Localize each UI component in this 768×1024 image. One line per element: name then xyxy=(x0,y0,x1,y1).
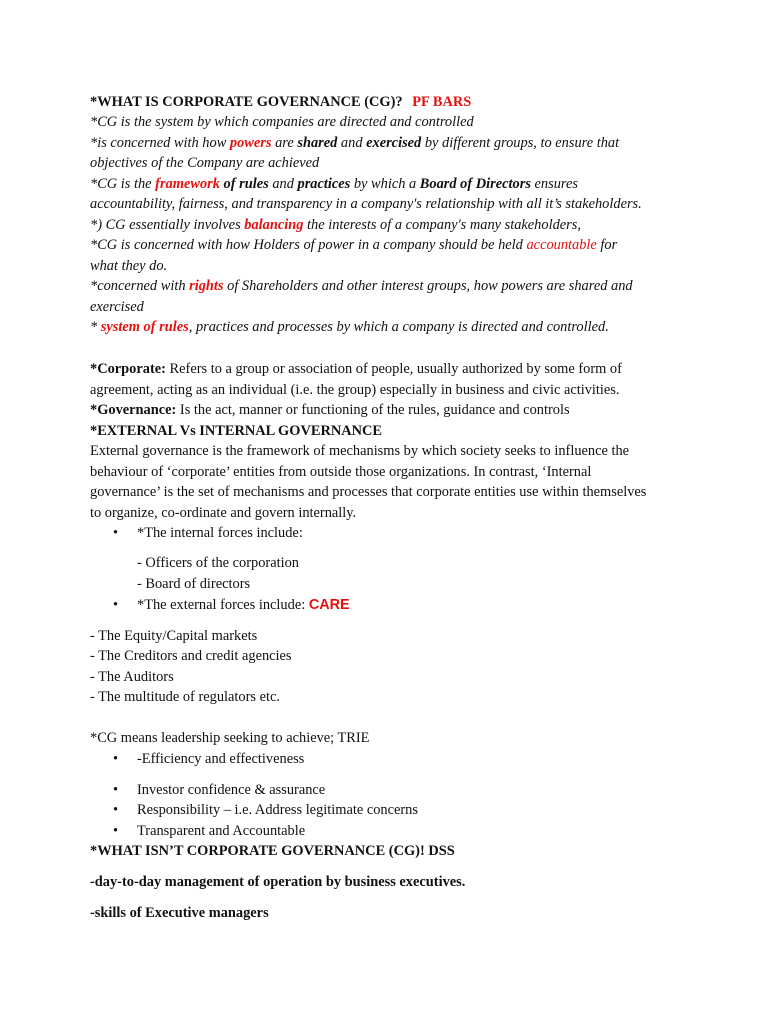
text-run: Is the act, manner or functioning of the rules, guidance and controls xyxy=(176,402,570,418)
definition-corporate-cont: agreement, acting as an individual (i.e. the group) especially in business and civic activities. xyxy=(90,382,620,398)
text-run: ensures xyxy=(530,176,578,192)
text-run: * xyxy=(90,319,101,335)
internal-forces-label: *The internal forces include: xyxy=(137,525,303,541)
text-run: *is concerned with how xyxy=(90,135,230,151)
cg-line-2 xyxy=(90,134,619,152)
section-heading-what-isnt-cg: *WHAT ISN’T CORPORATE GOVERNANCE (CG)! DSS xyxy=(90,843,455,859)
external-forces-label xyxy=(137,596,350,614)
text-run: are xyxy=(271,135,298,151)
bullet-icon: • xyxy=(113,802,119,818)
cg-line-7 xyxy=(90,318,609,336)
mnemonic-care: CARE xyxy=(308,597,350,613)
emphasis-board-of-directors: Board of Directors xyxy=(419,176,531,192)
definition-governance xyxy=(90,401,570,419)
cg-line-6-cont: exercised xyxy=(90,299,144,315)
section-heading-what-is-cg xyxy=(90,93,471,111)
emphasis-of-rules: of rules xyxy=(219,176,269,192)
list-item: -day-to-day management of operation by business executives. xyxy=(90,874,466,890)
text-run: *concerned with xyxy=(90,278,190,294)
text-run: the interests of a company's many stakeholders, xyxy=(303,217,581,233)
bullet-icon: • xyxy=(113,751,119,767)
highlight-powers: powers xyxy=(229,135,272,151)
bullet-icon: • xyxy=(113,525,119,541)
bullet-icon: • xyxy=(113,782,119,798)
paragraph-line: governance’ is the set of mechanisms and processes that corporate entities use within themselves xyxy=(90,484,647,500)
label-governance: *Governance: xyxy=(90,402,177,418)
cg-line-3-cont: accountability, fairness, and transparency in a company's relationship with all it’s stakeholders. xyxy=(90,196,642,212)
text-run: *) CG essentially involves xyxy=(90,217,245,233)
cg-line-5 xyxy=(90,236,617,254)
cg-line-2-cont: objectives of the Company are achieved xyxy=(90,155,320,171)
list-item: - The Creditors and credit agencies xyxy=(90,648,292,664)
label-corporate: *Corporate: xyxy=(90,361,166,377)
list-item: Responsibility – i.e. Address legitimate concerns xyxy=(137,802,418,818)
text-run: by which a xyxy=(350,176,420,192)
text-run: , practices and processes by which a company is directed and controlled. xyxy=(188,319,609,335)
cg-line-5-cont: what they do. xyxy=(90,258,168,274)
text-run: Refers to a group or association of people, usually authorized by some form of xyxy=(165,361,622,377)
bullet-icon: • xyxy=(113,597,119,613)
text-run: of Shareholders and other interest groups, how powers are shared and xyxy=(223,278,633,294)
text-run: by different groups, to ensure that xyxy=(421,135,620,151)
mnemonic-pf-bars: PF BARS xyxy=(412,94,472,110)
list-item: Transparent and Accountable xyxy=(137,823,306,839)
list-item: - Officers of the corporation xyxy=(137,555,299,571)
text-run: and xyxy=(268,176,298,192)
highlight-accountable: accountable xyxy=(526,237,597,253)
highlight-rights: rights xyxy=(189,278,224,294)
section-heading-external-internal: *EXTERNAL Vs INTERNAL GOVERNANCE xyxy=(90,423,382,439)
list-item: Investor confidence & assurance xyxy=(137,782,326,798)
heading-text: *WHAT IS CORPORATE GOVERNANCE (CG)? xyxy=(90,94,403,110)
cg-line-6 xyxy=(90,277,633,295)
text-run: *CG is concerned with how Holders of power in a company should be held xyxy=(90,237,527,253)
cg-line-4 xyxy=(90,216,581,234)
list-item: - The Auditors xyxy=(90,669,174,685)
cg-line-1: *CG is the system by which companies are directed and controlled xyxy=(90,114,474,130)
paragraph-line: to organize, co-ordinate and govern internally. xyxy=(90,505,357,521)
text-run: *The external forces include: xyxy=(137,597,309,613)
list-item: - The multitude of regulators etc. xyxy=(90,689,280,705)
paragraph-line: behaviour of ‘corporate’ entities from outside those organizations. In contrast, ‘Internal xyxy=(90,464,592,480)
emphasis-practices: practices xyxy=(297,176,351,192)
definition-corporate xyxy=(90,360,622,378)
emphasis-exercised: exercised xyxy=(366,135,422,151)
list-item: - The Equity/Capital markets xyxy=(90,628,258,644)
bullet-icon: • xyxy=(113,823,119,839)
text-run: for xyxy=(596,237,618,253)
list-item: - Board of directors xyxy=(137,576,251,592)
highlight-balancing: balancing xyxy=(244,217,304,233)
text-run: *CG is the xyxy=(90,176,156,192)
trie-intro: *CG means leadership seeking to achieve; TRIE xyxy=(90,730,370,746)
paragraph-line: External governance is the framework of mechanisms by which society seeks to influence the xyxy=(90,443,630,459)
highlight-framework: framework xyxy=(155,176,220,192)
text-run: and xyxy=(337,135,367,151)
list-item: -Efficiency and effectiveness xyxy=(137,751,305,767)
emphasis-shared: shared xyxy=(297,135,338,151)
list-item: -skills of Executive managers xyxy=(90,905,269,921)
highlight-system-of-rules: system of rules xyxy=(100,319,189,335)
cg-line-3 xyxy=(90,175,578,193)
